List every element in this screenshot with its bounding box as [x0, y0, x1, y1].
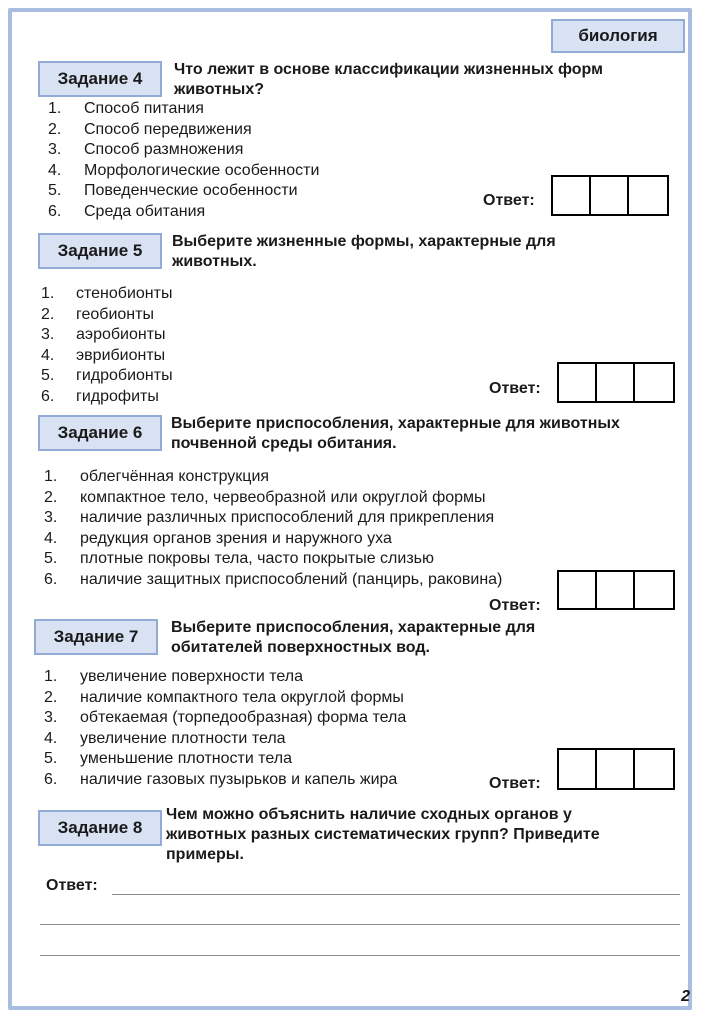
list-item: 4. редукция органов зрения и наружного уха [44, 529, 392, 547]
task-7-answer-boxes[interactable] [557, 748, 675, 790]
answer-cell[interactable] [597, 572, 635, 608]
list-item: 4. увеличение плотности тела [44, 729, 286, 747]
list-item: 1. увеличение поверхности тела [44, 668, 304, 685]
subject-badge: биология [551, 19, 685, 53]
list-item: 5. уменьшение плотности тела [44, 750, 292, 767]
task-6-label: Задание 6 [38, 415, 162, 451]
answer-cell[interactable] [553, 177, 591, 214]
answer-line[interactable] [40, 924, 680, 925]
answer-cell[interactable] [559, 572, 597, 608]
list-item: 4. Морфологические особенности [48, 161, 320, 179]
task-4-question: Что лежит в основе классификации жизненных форм животных? [174, 61, 603, 98]
task-5-answer-label: Ответ: [489, 380, 541, 397]
task-7-answer-label: Ответ: [489, 775, 541, 792]
list-item: 1. облегчённая конструкция [44, 468, 270, 485]
task-5-question: Выберите жизненные формы, характерные для животных. [172, 233, 556, 270]
task-6-answer-boxes[interactable] [557, 570, 675, 610]
answer-cell[interactable] [629, 177, 667, 214]
task-4-label: Задание 4 [38, 61, 162, 97]
list-item: 2. Способ передвижения [48, 120, 252, 138]
answer-cell[interactable] [559, 364, 597, 401]
list-item: 6. Среда обитания [48, 202, 206, 220]
task-6-answer-label: Ответ: [489, 597, 541, 614]
list-item: 2. наличие компактного тела округлой формы [44, 688, 404, 706]
answer-cell[interactable] [591, 177, 629, 214]
list-item: 6. наличие газовых пузырьков и капель жира [44, 770, 398, 788]
list-item: 6. гидрофиты [41, 387, 159, 405]
list-item: 3. Способ размножения [48, 141, 244, 158]
list-item: 3. обтекаемая (торпедообразная) форма тела [44, 709, 407, 726]
task-4-options [48, 99, 319, 222]
answer-cell[interactable] [597, 364, 635, 401]
answer-cell[interactable] [597, 750, 635, 788]
answer-cell[interactable] [635, 750, 673, 788]
task-5-answer-boxes[interactable] [557, 362, 675, 403]
page-number: 2 [681, 988, 690, 1005]
list-item: 4. эврибионты [41, 346, 166, 364]
task-5-options [41, 284, 173, 407]
list-item: 1. Способ питания [48, 100, 204, 117]
list-item: 3. аэробионты [41, 326, 166, 343]
task-8-answer-label: Ответ: [46, 877, 98, 894]
task-5-label: Задание 5 [38, 233, 162, 269]
list-item: 5. гидробионты [41, 367, 173, 384]
answer-line[interactable] [112, 894, 680, 895]
task-4-answer-boxes[interactable] [551, 175, 669, 216]
list-item: 2. компактное тело, червеобразной или округлой формы [44, 488, 486, 506]
task-4-answer-label: Ответ: [483, 192, 535, 209]
answer-cell[interactable] [635, 572, 673, 608]
list-item: 2. геобионты [41, 305, 154, 323]
task-6-options [44, 467, 502, 590]
answer-cell[interactable] [635, 364, 673, 401]
task-7-options [44, 667, 406, 790]
task-6-question: Выберите приспособления, характерные для животных почвенной среды обитания. [171, 415, 620, 452]
task-8-question: Чем можно объяснить наличие сходных органов у животных разных систематических групп? Приведите примеры. [166, 806, 600, 863]
answer-cell[interactable] [559, 750, 597, 788]
task-8-label: Задание 8 [38, 810, 162, 846]
task-7-label: Задание 7 [34, 619, 158, 655]
list-item: 6. наличие защитных приспособлений (панцирь, раковина) [44, 570, 503, 588]
task-7-question: Выберите приспособления, характерные для обитателей поверхностных вод. [171, 619, 536, 656]
list-item: 5. плотные покровы тела, часто покрытые слизью [44, 550, 434, 567]
answer-line[interactable] [40, 955, 680, 956]
list-item: 1. стенобионты [41, 285, 173, 302]
list-item: 5. Поведенческие особенности [48, 182, 298, 199]
list-item: 3. наличие различных приспособлений для прикрепления [44, 509, 495, 526]
